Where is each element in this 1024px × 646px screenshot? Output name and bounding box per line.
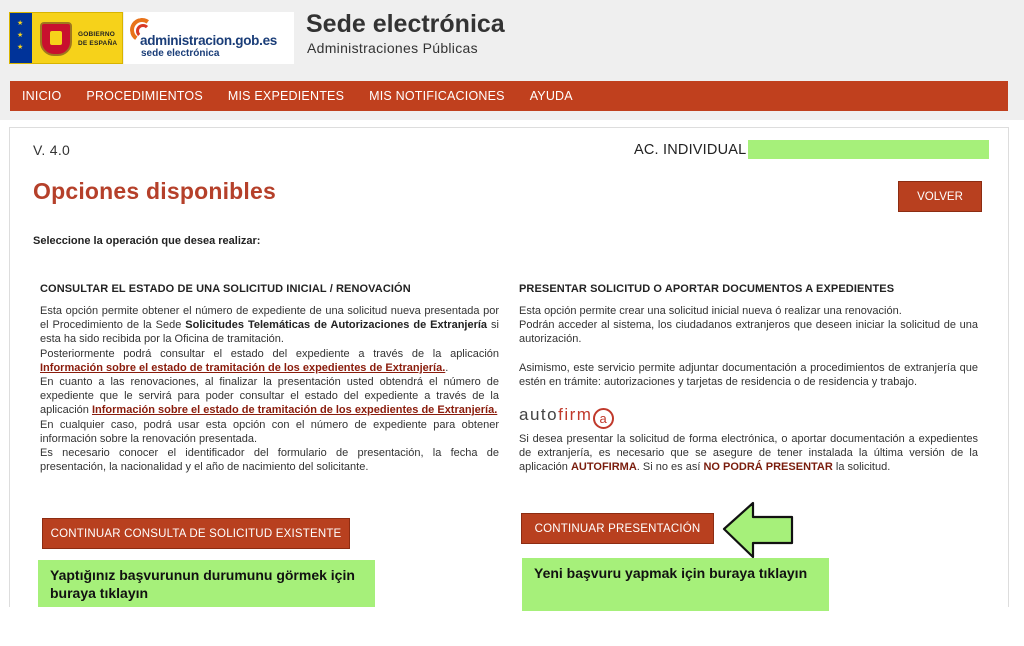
autofirma-paragraph — [519, 432, 978, 475]
text-span: Si desea presentar la solicitud de forma electrónica, o aportar documentación a expedientes de extranjería, es necesario que se asegure de tener instalada la última versión de la aplicación — [519, 433, 978, 474]
gov-logo-text: GOBIERNO DE ESPAÑA — [78, 31, 118, 47]
consultar-paragraph — [40, 304, 499, 347]
ac-individual-value-redacted — [748, 140, 989, 159]
page-title: Opciones disponibles — [33, 178, 276, 204]
text-span: . — [445, 361, 449, 374]
presentar-paragraph: Esta opción permite crear una solicitud inicial nueva ó realizar una renovación. — [519, 305, 902, 317]
volver-button[interactable]: VOLVER — [898, 181, 982, 212]
consultar-paragraph — [40, 347, 499, 375]
ac-individual-label: AC. INDIVIDUAL — [634, 142, 747, 158]
site-subtitle: Administraciones Públicas — [307, 40, 478, 56]
info-estado-tramitacion-link-2[interactable]: Información sobre el estado de tramitación de los expedientes de Extranjería. — [91, 404, 498, 417]
text-span: Esta opción permite obtener el número de expediente de una solicitud nueva presentada por el Procedimiento de la Sede — [40, 305, 499, 332]
green-arrow-left-icon — [722, 500, 796, 560]
autofirma-name: AUTOFIRMA — [570, 461, 637, 474]
consultar-section-body — [40, 304, 499, 474]
annotation-presentacion-note: Yeni başvuru yapmak için buraya tıklayın — [522, 558, 829, 611]
continuar-consulta-button[interactable]: CONTINUAR CONSULTA DE SOLICITUD EXISTENTE — [42, 518, 350, 549]
autofirma-logo-text: auto — [519, 405, 559, 424]
sede-procedure-name: Solicitudes Telemáticas de Autorizaciones de Extranjería — [185, 319, 488, 332]
presentar-section-title: PRESENTAR SOLICITUD O APORTAR DOCUMENTOS A EXPEDIENTES — [519, 283, 895, 295]
instruction-text: Seleccione la operación que desea realizar: — [33, 235, 261, 247]
admin-logo-name: administracion.gob.es — [140, 33, 277, 48]
presentar-section-body — [519, 304, 978, 389]
annotation-consulta-note: Yaptığınız başvurunun durumunu görmek için buraya tıklayın — [38, 560, 375, 607]
info-estado-tramitacion-link[interactable]: Información sobre el estado de tramitación de los expedientes de Extranjería. — [40, 361, 446, 374]
version-label: V. 4.0 — [33, 142, 71, 158]
nav-item-mis-notificaciones[interactable]: MIS NOTIFICACIONES — [369, 89, 505, 103]
nav-item-procedimientos[interactable]: PROCEDIMIENTOS — [86, 89, 203, 103]
text-span: . Si no es así — [636, 461, 704, 474]
nav-item-ayuda[interactable]: AYUDA — [529, 89, 573, 103]
consultar-paragraph — [40, 375, 499, 418]
presentar-paragraph: Asimismo, este servicio permite adjuntar documentación a procedimientos de extranjería que estén en trámite: autorizaciones y tarjetas de residencia o de residencia y trabajo. — [519, 361, 978, 388]
warning-text: NO PODRÁ PRESENTAR — [703, 461, 833, 474]
text-span: si esta ha sido recibida por la Oficina de tramitación. — [40, 319, 499, 346]
eu-flag-icon: ★ ★ ★ — [10, 13, 32, 63]
coat-of-arms-icon — [40, 22, 72, 56]
presentar-paragraph: Podrán acceder al sistema, los ciudadanos extranjeros que deseen iniciar la solicitud de una autorización. — [519, 319, 978, 346]
text-span: la solicitud. — [832, 461, 891, 474]
admin-logo-sub: sede electrónica — [141, 48, 220, 59]
continuar-presentacion-button[interactable]: CONTINUAR PRESENTACIÓN — [521, 513, 714, 544]
gobierno-de-espana-logo[interactable] — [9, 12, 123, 64]
autofirma-notice — [519, 432, 978, 475]
autofirma-logo — [519, 405, 614, 429]
consultar-section-title: CONSULTAR EL ESTADO DE UNA SOLICITUD INICIAL / RENOVACIÓN — [40, 283, 411, 295]
consultar-paragraph: Es necesario conocer el identificador del formulario de presentación, la fecha de presentación, la nacionalidad y el año de nacimiento del solicitante. — [40, 447, 499, 474]
text-span: En cuanto a las renovaciones, al finalizar la presentación usted obtendrá el número de expediente que le servirá para poder consultar el estado del expediente a través de la aplicación — [40, 376, 499, 417]
main-nav — [10, 81, 1008, 111]
site-title: Sede electrónica — [306, 10, 505, 38]
text-span: Posteriormente podrá consultar el estado del expediente a través de la aplicación — [40, 347, 499, 360]
nav-item-mis-expedientes[interactable]: MIS EXPEDIENTES — [227, 89, 345, 103]
autofirma-logo-text-red: firm — [558, 405, 593, 424]
nav-item-inicio[interactable]: INICIO — [22, 89, 62, 103]
consultar-paragraph: En cualquier caso, podrá usar esta opción con el número de expediente para obtener información sobre la renovación presentada. — [40, 418, 499, 445]
administracion-logo[interactable] — [124, 12, 294, 64]
autofirma-ring-icon: a — [593, 408, 614, 429]
